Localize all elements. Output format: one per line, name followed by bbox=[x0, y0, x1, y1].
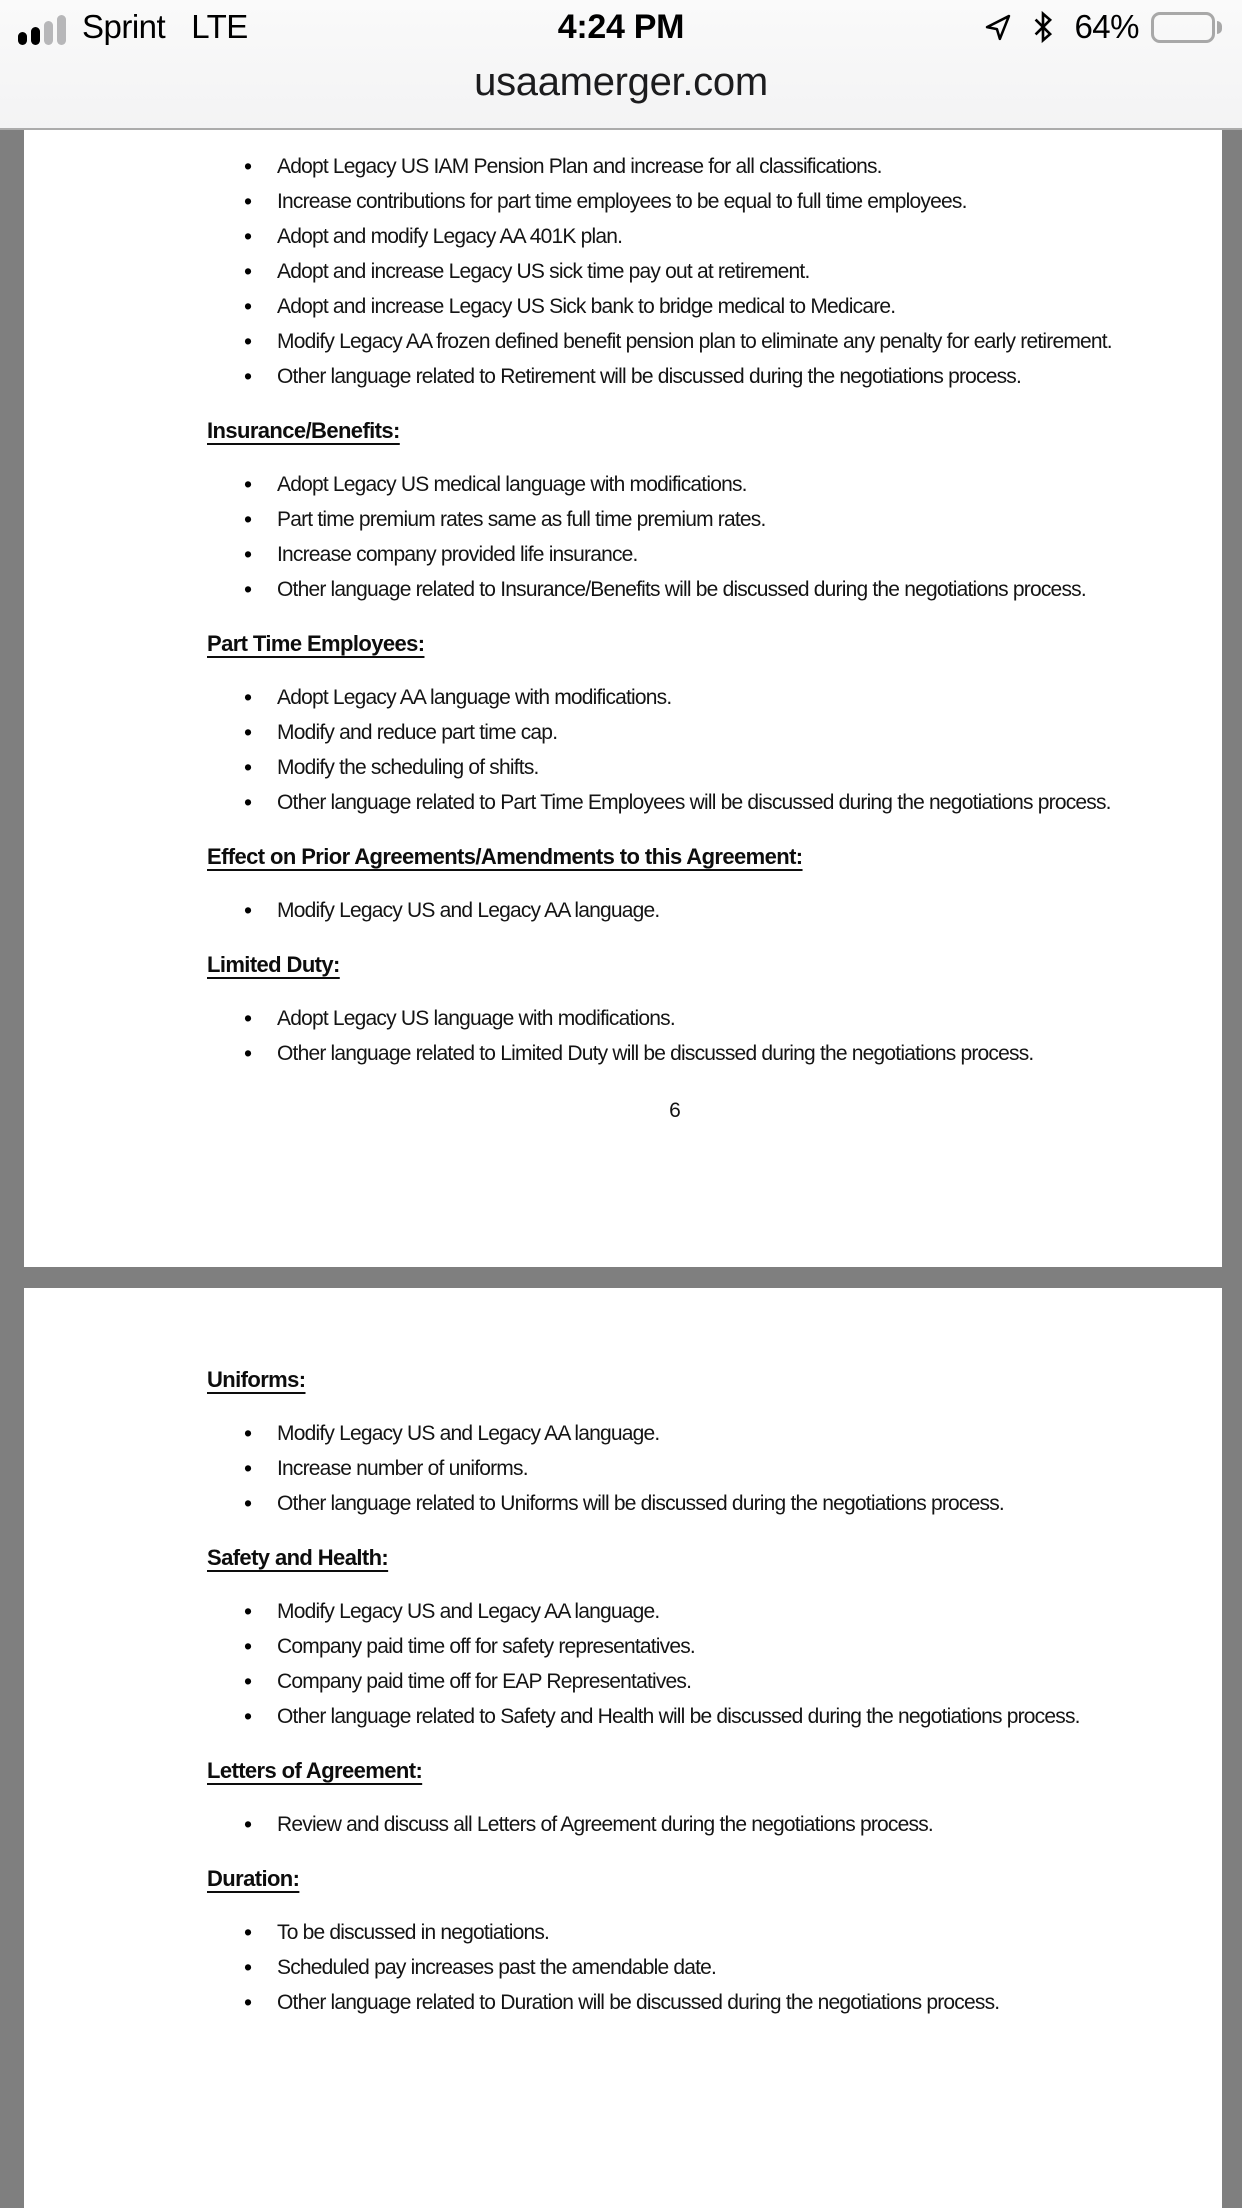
list-item: • Modify the scheduling of shifts. bbox=[277, 750, 1143, 785]
bullet-list bbox=[207, 1807, 1143, 1842]
list-item: • Other language related to Limited Duty will be discussed during the negotiations process. bbox=[277, 1036, 1143, 1071]
section-heading: Uniforms: bbox=[207, 1367, 306, 1392]
section-heading: Effect on Prior Agreements/Amendments to this Agreement: bbox=[207, 844, 803, 869]
list-item: • Adopt Legacy AA language with modifications. bbox=[277, 680, 1143, 715]
list-item: • Review and discuss all Letters of Agreement during the negotiations process. bbox=[277, 1807, 1143, 1842]
section-heading: Safety and Health: bbox=[207, 1545, 389, 1570]
document-pages bbox=[24, 130, 1222, 2208]
list-item: • Other language related to Retirement will be discussed during the negotiations process. bbox=[277, 359, 1143, 394]
url-domain[interactable]: usaamerger.com bbox=[474, 60, 768, 104]
list-item: • Increase contributions for part time employees to be equal to full time employees. bbox=[277, 184, 1143, 219]
list-item: • To be discussed in negotiations. bbox=[277, 1915, 1143, 1950]
list-item: • Adopt Legacy US medical language with modifications. bbox=[277, 467, 1143, 502]
list-item: • Modify Legacy US and Legacy AA language. bbox=[277, 893, 1143, 928]
section-heading: Duration: bbox=[207, 1866, 300, 1891]
list-item: • Adopt and increase Legacy US sick time pay out at retirement. bbox=[277, 254, 1143, 289]
page-separator bbox=[24, 1267, 1222, 1288]
bullet-list bbox=[207, 467, 1143, 607]
bullet-list bbox=[207, 680, 1143, 820]
bluetooth-icon bbox=[1030, 10, 1056, 44]
list-item: • Adopt and increase Legacy US Sick bank to bridge medical to Medicare. bbox=[277, 289, 1143, 324]
bullet-list bbox=[207, 149, 1143, 394]
list-item: • Increase number of uniforms. bbox=[277, 1451, 1143, 1486]
bullet-list bbox=[207, 1001, 1143, 1071]
bullet-list bbox=[207, 1594, 1143, 1734]
list-item: • Other language related to Part Time Employees will be discussed during the negotiations process. bbox=[277, 785, 1143, 820]
list-item: • Modify Legacy US and Legacy AA language. bbox=[277, 1594, 1143, 1629]
browser-chrome bbox=[0, 0, 1242, 130]
bullet-list bbox=[207, 1416, 1143, 1521]
section-heading: Part Time Employees: bbox=[207, 631, 425, 656]
list-item: • Other language related to Duration will be discussed during the negotiations process. bbox=[277, 1985, 1143, 2020]
carrier-label: Sprint bbox=[82, 8, 166, 45]
list-item: • Modify Legacy US and Legacy AA language. bbox=[277, 1416, 1143, 1451]
list-item: • Other language related to Uniforms will be discussed during the negotiations process. bbox=[277, 1486, 1143, 1521]
bullet-list bbox=[207, 893, 1143, 928]
document-page bbox=[24, 130, 1222, 1267]
list-item: • Adopt Legacy US language with modifications. bbox=[277, 1001, 1143, 1036]
bullet-list bbox=[207, 1915, 1143, 2020]
list-item: • Modify Legacy AA frozen defined benefit pension plan to eliminate any penalty for early retirement. bbox=[277, 324, 1143, 359]
list-item: • Part time premium rates same as full time premium rates. bbox=[277, 502, 1143, 537]
section-heading: Letters of Agreement: bbox=[207, 1758, 423, 1783]
list-item: • Increase company provided life insurance. bbox=[277, 537, 1143, 572]
section-heading: Limited Duty: bbox=[207, 952, 340, 977]
battery-icon bbox=[1151, 12, 1222, 43]
section-heading: Insurance/Benefits: bbox=[207, 418, 400, 443]
document-page bbox=[24, 1288, 1222, 2208]
list-item: • Other language related to Insurance/Benefits will be discussed during the negotiations process. bbox=[277, 572, 1143, 607]
network-type-label: LTE bbox=[191, 8, 248, 45]
list-item: • Adopt Legacy US IAM Pension Plan and increase for all classifications. bbox=[277, 149, 1143, 184]
list-item: • Company paid time off for safety representatives. bbox=[277, 1629, 1143, 1664]
battery-percent-label: 64% bbox=[1074, 8, 1139, 45]
clock-label: 4:24 PM bbox=[557, 8, 685, 46]
page-content bbox=[24, 130, 1222, 1267]
status-bar bbox=[0, 0, 1242, 52]
document-scroll-area[interactable] bbox=[0, 130, 1242, 2208]
list-item: • Scheduled pay increases past the amendable date. bbox=[277, 1950, 1143, 1985]
list-item: • Adopt and modify Legacy AA 401K plan. bbox=[277, 219, 1143, 254]
list-item: • Company paid time off for EAP Representatives. bbox=[277, 1664, 1143, 1699]
list-item: • Modify and reduce part time cap. bbox=[277, 715, 1143, 750]
page-number: 6 bbox=[669, 1099, 681, 1122]
page-content bbox=[24, 1288, 1222, 2208]
url-bar bbox=[0, 52, 1242, 128]
location-arrow-icon bbox=[982, 11, 1014, 43]
list-item: • Other language related to Safety and Health will be discussed during the negotiations process. bbox=[277, 1699, 1143, 1734]
